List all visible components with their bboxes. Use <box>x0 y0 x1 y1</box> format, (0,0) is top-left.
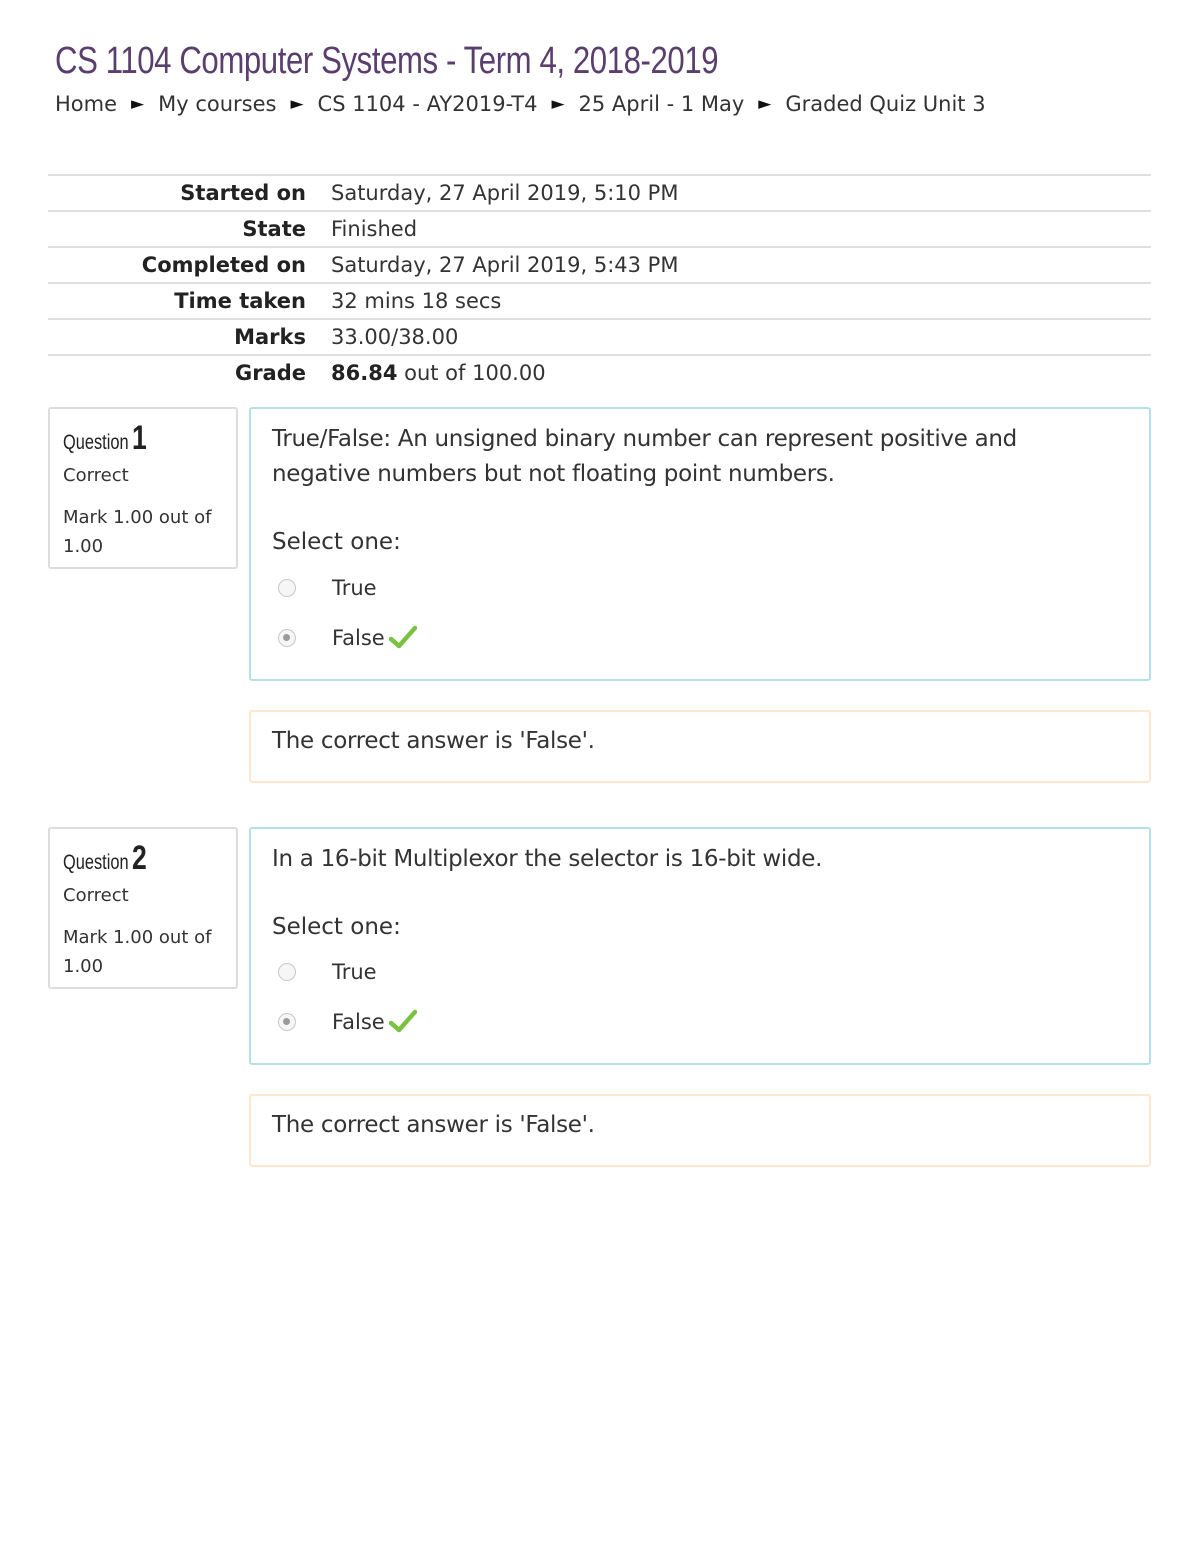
summary-value: 33.00/38.00 <box>331 325 459 349</box>
grade-score: 86.84 <box>331 361 398 385</box>
breadcrumb-my-courses[interactable]: My courses <box>158 92 277 116</box>
correct-answer-text: The correct answer is 'False'. <box>272 728 595 754</box>
question-info-2 <box>48 827 238 989</box>
breadcrumb-quiz[interactable]: Graded Quiz Unit 3 <box>785 92 986 116</box>
answer-option-true[interactable] <box>278 576 377 600</box>
question-word: Question <box>63 431 129 454</box>
summary-value: Finished <box>331 217 418 241</box>
summary-row-time-taken <box>48 283 1151 319</box>
answer-option-false[interactable] <box>278 1009 417 1035</box>
summary-row-state <box>48 211 1151 247</box>
summary-value: Saturday, 27 April 2019, 5:43 PM <box>331 253 679 277</box>
page-title: CS 1104 Computer Systems - Term 4, 2018-2019 <box>55 40 719 82</box>
question-text: In a 16-bit Multiplexor the selector is 16-bit wide. <box>272 846 823 872</box>
select-prompt: Select one: <box>272 914 401 940</box>
option-label: False <box>332 626 385 650</box>
summary-row-started-on <box>48 175 1151 211</box>
breadcrumb-separator-icon: ► <box>290 94 304 114</box>
summary-label: Completed on <box>141 253 306 277</box>
question-number <box>63 839 147 878</box>
summary-label: Marks <box>234 325 306 349</box>
breadcrumb-week[interactable]: 25 April - 1 May <box>578 92 745 116</box>
select-prompt: Select one: <box>272 529 401 555</box>
summary-row-marks <box>48 319 1151 355</box>
question-word: Question <box>63 851 129 874</box>
summary-value <box>306 355 1151 390</box>
radio-true[interactable] <box>278 963 296 981</box>
summary-label: Time taken <box>174 289 306 313</box>
question-text: True/False: An unsigned binary number can represent positive and negative numbers but not floating point numbers. <box>272 426 1017 487</box>
radio-false[interactable] <box>278 629 296 647</box>
breadcrumb-home[interactable]: Home <box>55 92 118 116</box>
breadcrumb-course[interactable]: CS 1104 - AY2019-T4 <box>317 92 538 116</box>
question-mark: Mark 1.00 out of 1.00 <box>63 927 212 977</box>
summary-label: State <box>242 217 306 241</box>
question-feedback-2 <box>249 1094 1151 1167</box>
answer-option-false[interactable] <box>278 625 417 651</box>
radio-false[interactable] <box>278 1013 296 1031</box>
correct-answer-text: The correct answer is 'False'. <box>272 1112 595 1138</box>
question-feedback-1 <box>249 710 1151 783</box>
breadcrumb-separator-icon: ► <box>551 94 565 114</box>
summary-label: Started on <box>180 181 306 205</box>
breadcrumb-separator-icon: ► <box>131 94 145 114</box>
question-mark: Mark 1.00 out of 1.00 <box>63 507 212 557</box>
question-state: Correct <box>63 465 129 486</box>
attempt-summary-table <box>48 174 1151 390</box>
summary-value: Saturday, 27 April 2019, 5:10 PM <box>331 181 679 205</box>
breadcrumb <box>55 92 986 116</box>
breadcrumb-separator-icon: ► <box>758 94 772 114</box>
question-state: Correct <box>63 885 129 906</box>
option-label: False <box>332 1010 385 1034</box>
question-content-1 <box>249 407 1151 681</box>
checkmark-icon <box>389 1009 417 1035</box>
question-number <box>63 419 147 458</box>
grade-out-of: out of 100.00 <box>397 361 546 385</box>
question-info-1 <box>48 407 238 569</box>
answer-option-true[interactable] <box>278 960 377 984</box>
question-content-2 <box>249 827 1151 1065</box>
summary-label: Grade <box>234 361 306 385</box>
summary-row-completed-on <box>48 247 1151 283</box>
checkmark-icon <box>389 625 417 651</box>
question-num: 1 <box>132 419 147 457</box>
option-label: True <box>332 960 377 984</box>
question-num: 2 <box>132 839 147 877</box>
summary-row-grade <box>48 355 1151 390</box>
radio-true[interactable] <box>278 579 296 597</box>
option-label: True <box>332 576 377 600</box>
summary-value: 32 mins 18 secs <box>331 289 502 313</box>
